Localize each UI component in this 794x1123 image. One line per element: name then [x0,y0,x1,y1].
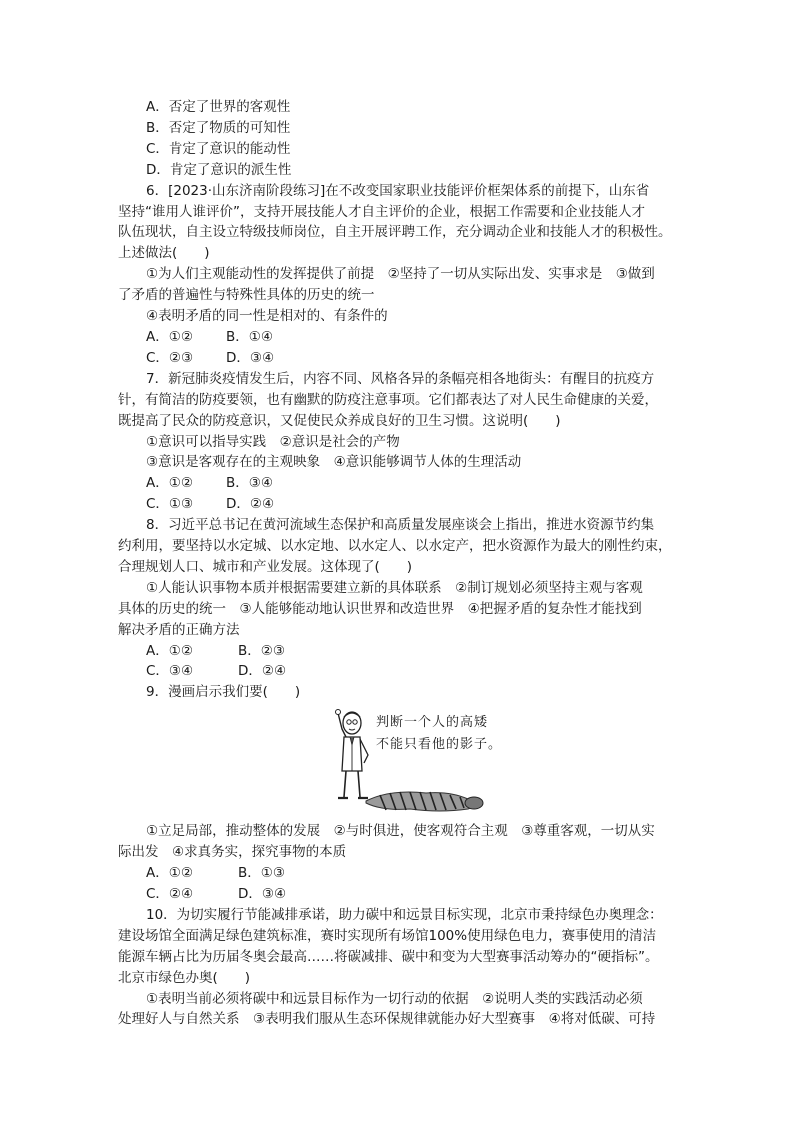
cartoon-caption-line: 判断一个人的高矮 [376,715,489,731]
q8-option-c: C．③④ [146,663,194,680]
q6-stem-line: 6．[2023·山东济南阶段练习]在不改变国家职业技能评价框架体系的前提下，山东省 [146,182,650,199]
q8-options-row [118,641,684,662]
q5-option-c: C．肯定了意识的能动性 [146,140,291,157]
cartoon-caption-line: 不能只看他的影子。 [376,737,503,753]
q7-statement-line: ①意识可以指导实践 ②意识是社会的产物 [146,433,400,450]
q7-option-b: B．③④ [226,475,273,492]
q6-statement-line: 了矛盾的普遍性与特殊性具体的历史的统一 [118,287,375,304]
q10-statement-line: 处理好人与自然关系 ③表明我们服从生态环保规律就能办好大型赛事 ④将对低碳、可持 [118,1011,656,1028]
q8-statement-line: 具体的历史的统一 ③人能够能动地认识世界和改造世界 ④把握矛盾的复杂性才能找到 [118,600,642,617]
q6-option-c: C．②③ [146,349,194,366]
q7-stem-line: 7．新冠肺炎疫情发生后，内容不同、风格各异的条幅亮相各地街头：有醒目的抗疫方 [146,370,655,387]
q7-stem-line: 针，有简洁的防疫要领，也有幽默的防疫注意事项。它们都表达了对人民生命健康的关爱， [118,391,658,408]
q9-statement-line: ①立足局部，推动整体的发展 ②与时俱进，使客观符合主观 ③尊重客观，一切从实 [146,823,655,840]
q6-options-row [118,348,684,369]
q7-stem-line: 既提高了民众的防疫意识，又促使民众养成良好的卫生习惯。这说明( ) [118,412,561,429]
q5-option-a: A．否定了世界的客观性 [146,99,291,115]
q8-stem-line: 约利用，要坚持以水定城、以水定地、以水定人、以水定产，把水资源作为最大的刚性约束， [118,538,672,555]
q6-options-row [118,327,684,348]
q9-options-row [118,884,684,905]
q7-option-c: C．①③ [146,496,194,513]
q7-options-row [118,494,684,515]
q6-statement-line: ④表明矛盾的同一性是相对的、有条件的 [146,308,388,325]
q7-statement-line: ③意识是客观存在的主观映象 ④意识能够调节人体的生理活动 [146,454,522,471]
q6-stem-line: 坚持“谁用人谁评价”，支持开展技能人才自主评价的企业，根据工作需要和企业技能人才 [118,203,645,220]
q6-option-d: D．③④ [226,349,275,366]
q8-statement-line: ①人能认识事物本质并根据需要建立新的具体联系 ②制订规划必须坚持主观与客观 [146,579,643,596]
cartoon-figure [118,707,684,817]
q7-options-row [118,473,684,494]
q7-option-a: A．①② [146,475,193,492]
q10-stem-line: 10．为切实履行节能减排承诺，助力碳中和远景目标实现，北京市秉持绿色办奥理念： [146,906,663,923]
q7-option-d: D．②④ [226,496,275,513]
q6-stem-line: 上述做法( ) [118,245,210,262]
q9-options-row [118,863,684,884]
q8-option-a: A．①② [146,642,193,659]
q6-option-b: B．①④ [226,328,273,345]
q9-option-b: B．①③ [238,865,285,882]
q10-stem-line: 北京市绿色办奥( ) [118,969,251,986]
q6-option-a: A．①② [146,328,193,345]
q10-stem-line: 建设场馆全面满足绿色建筑标准，赛时实现所有场馆100%使用绿色电力，赛事使用的清洁 [118,927,657,944]
q10-stem-line: 能源车辆占比为历届冬奥会最高……将碳减排、碳中和变为大型赛事活动筹办的“硬指标”。 [118,948,659,965]
q6-stem-line: 队伍现状，自主设立特级技师岗位，自主开展评聘工作，充分调动企业和技能人才的积极性。 [118,224,672,241]
q8-option-d: D．②④ [238,663,287,680]
document-content [118,97,684,1030]
q9-option-c: C．②④ [146,886,194,902]
q8-options-row [118,661,684,682]
q10-statement-line: ①表明当前必须将碳中和远景目标作为一切行动的依据 ②说明人类的实践活动必须 [146,990,643,1007]
q9-stem: 9．漫画启示我们要( ) [146,684,301,701]
q6-statement-line: ①为人们主观能动性的发挥提供了前提 ②坚持了一切从实际出发、实事求是 ③做到 [146,266,655,283]
q5-option-d: D．肯定了意识的派生性 [146,161,292,178]
q5-option-b: B．否定了物质的可知性 [146,119,291,136]
q8-option-b: B．②③ [238,642,285,659]
q9-option-a: A．①② [146,865,193,882]
q8-stem-line: 8．习近平总书记在黄河流域生态保护和高质量发展座谈会上指出，推进水资源节约集 [146,517,655,534]
q8-stem-line: 合理规划人口、城市和产业发展。这体现了( ) [118,558,413,575]
q8-statement-line: 解决矛盾的正确方法 [118,621,240,638]
q9-option-d: D．③④ [238,886,287,902]
q9-statement-line: 际出发 ④求真务实，探究事物的本质 [118,844,347,861]
